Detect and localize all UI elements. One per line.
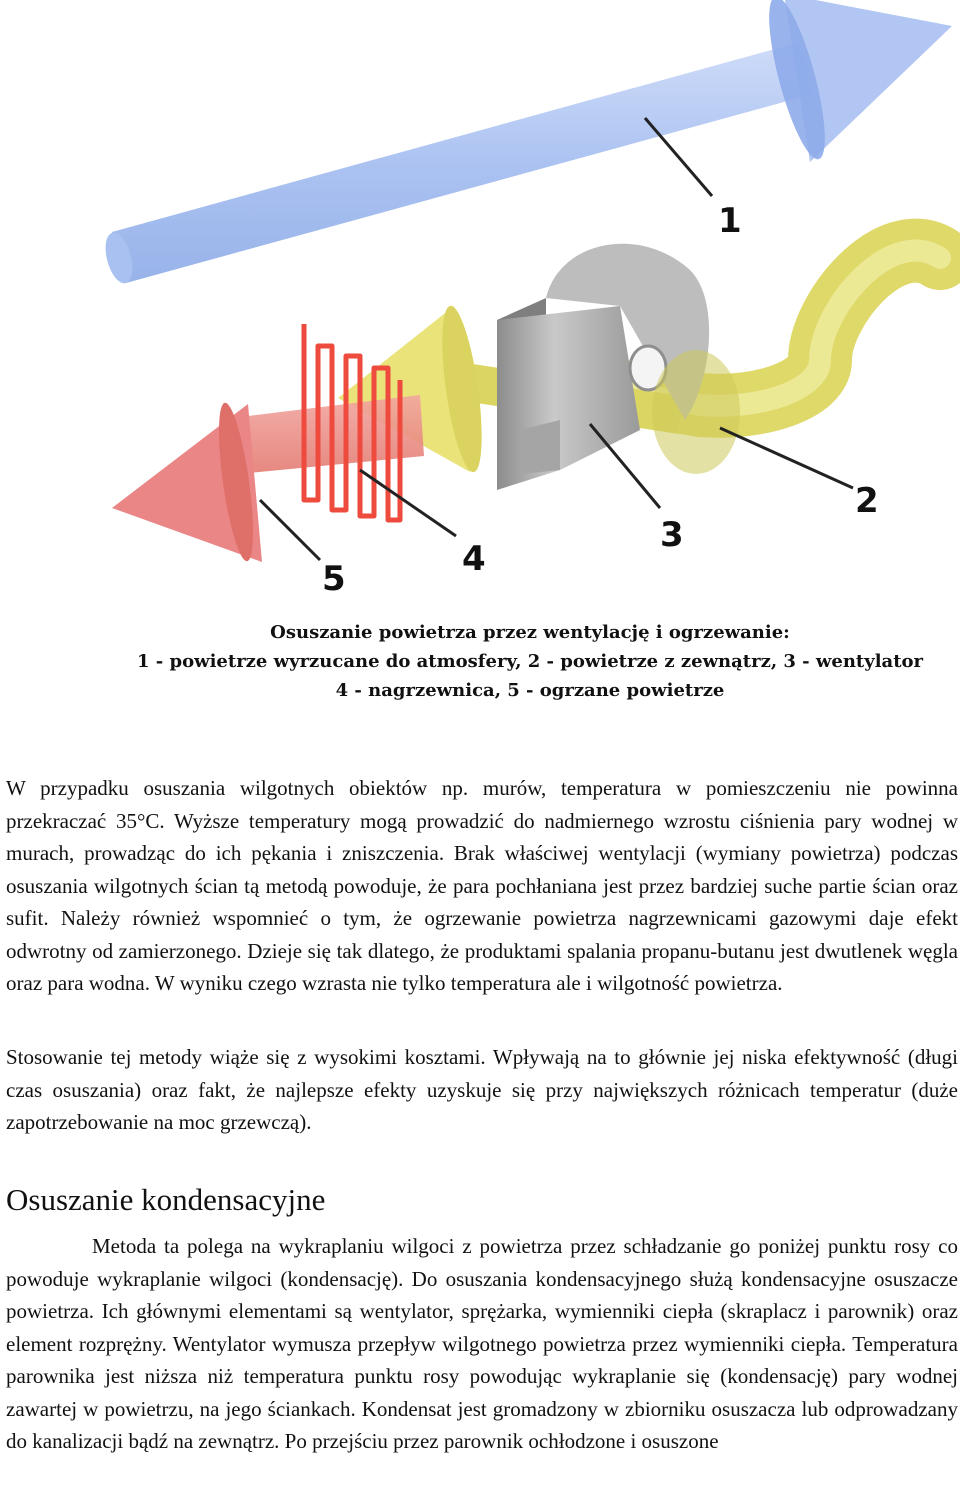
- callout-4: 4: [462, 539, 486, 579]
- caption-legend-line: 4 - nagrzewnica, 5 - ogrzane powietrze: [335, 680, 725, 701]
- caption-legend-line: 1 - powietrze wyrzucane do atmosfery, 2 - powietrze z zewnątrz, 3 - wentylator: [136, 651, 924, 672]
- callout-5: 5: [322, 559, 346, 599]
- exhaust-air-arrow: [101, 0, 952, 286]
- callout-3: 3: [660, 515, 684, 555]
- body-paragraph: Stosowanie tej metody wiąże się z wysokimi kosztami. Wpływają na to głównie jej niska efektywność (długi czas osuszania) oraz fakt, że najlepsze efekty uzyskuje się przy największych różnicach temperatur (duże zapotrzebowanie na moc grzewczą).: [6, 1045, 958, 1134]
- fan-housing: [497, 244, 740, 490]
- ventilation-heating-diagram: [0, 0, 960, 720]
- body-paragraph: W przypadku osuszania wilgotnych obiektów np. murów, temperatura w pomieszczeniu nie powinna przekraczać 35°C. Wyższe temperatury mogą prowadzić do nadmiernego wzrostu ciśnienia pary wodnej w murach, prowadząc do ich pękania i zniszczenia. Brak właściwej wentylacji (wymiany powietrza) podczas osuszania wilgotnych ścian tą metodą powoduje, że para pochłaniana jest przez bardziej suche partie ścian oraz sufit. Należy również wspomnieć o tym, że ogrzewanie powietrza nagrzewnicami gazowymi daje efekt odwrotny od zamierzonego. Dzieje się tak dlatego, że produktami spalania propanu-butanu jest dwutlenek węgla oraz para wodna. W wyniku czego wzrasta nie tylko temperatura ale i wilgotność powietrza.: [6, 776, 958, 995]
- diagram-caption: [0, 618, 960, 705]
- caption-title: Osuszanie powietrza przez wentylację i ogrzewanie:: [270, 622, 790, 643]
- callout-2: 2: [855, 481, 879, 521]
- heated-air-arrow: [112, 395, 424, 563]
- section-heading: Osuszanie kondensacyjne: [6, 1182, 326, 1217]
- body-paragraph: Metoda ta polega na wykraplaniu wilgoci z powietrza przez schładzanie go poniżej punktu rosy co powoduje wykraplanie wilgoci (kondensację). Do osuszania kondensacyjnego służą kondensacyjne osuszacze powietrza. Ich głównymi elementami są wentylator, sprężarka, wymienniki ciepła (skraplacz i parownik) oraz element rozprężny. Wentylator wymusza przepływ wilgotnego powietrza przez wymienniki ciepła. Temperatura parownika jest niższa niż temperatura punktu rosy powodując wykraplanie się (kondensację) pary wodnej zawartej w powietrzu, na jego ściankach. Kondensat jest gromadzony w zbiorniku osuszacza lub odprowadzany do kanalizacji bądź na zewnątrz. Po przejściu przez parownik ochłodzone i osuszone: [6, 1234, 958, 1453]
- callout-1: 1: [718, 201, 742, 241]
